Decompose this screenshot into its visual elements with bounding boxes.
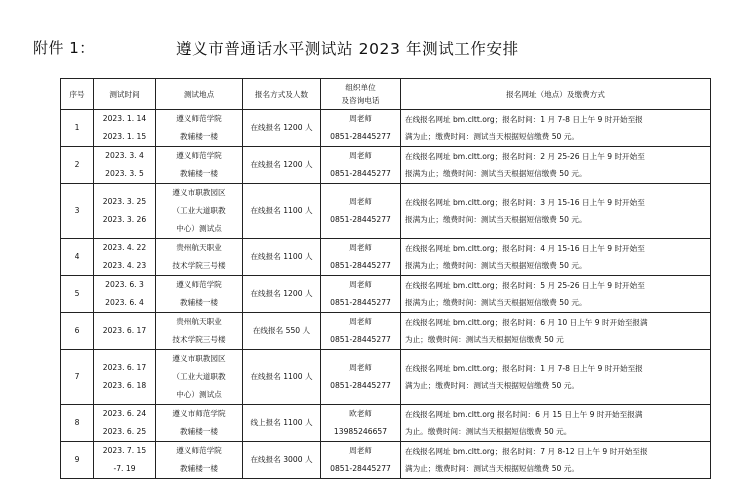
test-date-line: 2023. 6. 25 bbox=[102, 427, 147, 436]
test-date-line: -7. 19 bbox=[113, 464, 136, 473]
signup-info: 在线报名 1100 人 bbox=[243, 350, 321, 405]
signup-method bbox=[401, 147, 711, 184]
test-venue bbox=[156, 405, 243, 442]
test-venue-line: 遵义市师范学院 bbox=[172, 409, 226, 418]
contact-info-line: 0851-28445277 bbox=[330, 169, 391, 178]
signup-method-line: 满为止；缴费时间：测试当天根据短信缴费 50 元。 bbox=[405, 381, 579, 390]
contact-info-line: 0851-28445277 bbox=[330, 381, 391, 390]
header-venue: 测试地点 bbox=[156, 79, 243, 110]
contact-info-line: 周老师 bbox=[349, 363, 372, 372]
document-title: 遵义市普通话水平测试站 2023 年测试工作安排 bbox=[176, 40, 519, 58]
test-date-line: 2023. 6. 4 bbox=[105, 298, 144, 307]
signup-method bbox=[401, 110, 711, 147]
signup-method-line: 为止；缴费时间：测试当天根据短信缴费 50 元 bbox=[405, 335, 564, 344]
signup-method-line: 报满为止；缴费时间：测试当天根据短信缴费 50 元。 bbox=[405, 261, 587, 270]
signup-method-line: 在线报名网址 bm.cltt.org；报名时间：1 月 7-8 日上午 9 时开始至报 bbox=[405, 115, 643, 124]
test-date-line: 2023. 6. 17 bbox=[102, 326, 147, 335]
test-venue-line: 教辅楼一楼 bbox=[180, 169, 218, 178]
signup-info: 线上报名 1100 人 bbox=[243, 405, 321, 442]
test-venue-line: 技术学院三号楼 bbox=[172, 335, 226, 344]
test-date-line: 2023. 3. 5 bbox=[105, 169, 144, 178]
signup-method-line: 满为止；缴费时间：测试当天根据短信缴费 50 元。 bbox=[405, 464, 579, 473]
test-date-line: 2023. 3. 4 bbox=[105, 151, 144, 160]
signup-method-line: 在线报名网址 bm.cltt.org；报名时间：5 月 25-26 日上午 9 时开始至 bbox=[405, 281, 645, 290]
test-date bbox=[94, 276, 156, 313]
header-date: 测试时间 bbox=[94, 79, 156, 110]
contact-info-line: 周老师 bbox=[349, 114, 372, 123]
test-date-line: 2023. 7. 15 bbox=[102, 446, 147, 455]
test-venue bbox=[156, 110, 243, 147]
contact-info bbox=[321, 239, 401, 276]
test-venue-line: （工业大道职教 bbox=[172, 206, 226, 215]
test-venue-line: 教辅楼一楼 bbox=[180, 132, 218, 141]
contact-info-line: 0851-28445277 bbox=[330, 464, 391, 473]
signup-method-line: 报满为止；缴费时间：测试当天根据短信缴费 50 元。 bbox=[405, 215, 587, 224]
test-venue-line: 遵义师范学院 bbox=[176, 114, 222, 123]
signup-method-line: 在线报名网址 bm.cltt.org；报名时间：1 月 7-8 日上午 9 时开始至报 bbox=[405, 364, 643, 373]
header-method: 报名网址（地点）及缴费方式 bbox=[401, 79, 711, 110]
test-date bbox=[94, 405, 156, 442]
header-signup: 报名方式及人数 bbox=[243, 79, 321, 110]
row-number: 9 bbox=[61, 442, 94, 479]
test-date bbox=[94, 110, 156, 147]
contact-info bbox=[321, 405, 401, 442]
test-date-line: 2023. 6. 3 bbox=[105, 280, 144, 289]
contact-info bbox=[321, 110, 401, 147]
test-date bbox=[94, 147, 156, 184]
test-venue-line: 遵义师范学院 bbox=[176, 151, 222, 160]
signup-method bbox=[401, 442, 711, 479]
contact-info bbox=[321, 313, 401, 350]
row-number: 8 bbox=[61, 405, 94, 442]
test-venue-line: 中心）测试点 bbox=[176, 224, 222, 233]
table-row bbox=[61, 147, 711, 184]
contact-info bbox=[321, 276, 401, 313]
test-venue-line: 教辅楼一楼 bbox=[180, 427, 218, 436]
row-number: 5 bbox=[61, 276, 94, 313]
test-venue-line: 教辅楼一楼 bbox=[180, 464, 218, 473]
test-venue-line: 教辅楼一楼 bbox=[180, 298, 218, 307]
signup-info: 在线报名 1200 人 bbox=[243, 110, 321, 147]
test-date bbox=[94, 350, 156, 405]
test-date bbox=[94, 184, 156, 239]
signup-method bbox=[401, 276, 711, 313]
row-number: 3 bbox=[61, 184, 94, 239]
test-venue-line: 贵州航天职业 bbox=[176, 243, 222, 252]
signup-info: 在线报名 1200 人 bbox=[243, 147, 321, 184]
table-row bbox=[61, 442, 711, 479]
test-date-line: 2023. 6. 18 bbox=[102, 381, 147, 390]
test-date-line: 2023. 3. 26 bbox=[102, 215, 147, 224]
signup-method-line: 报满为止；缴费时间：测试当天根据短信缴费 50 元。 bbox=[405, 169, 587, 178]
test-date-line: 2023. 3. 25 bbox=[102, 197, 147, 206]
contact-info bbox=[321, 350, 401, 405]
contact-info-line: 周老师 bbox=[349, 446, 372, 455]
test-date bbox=[94, 442, 156, 479]
contact-info-line: 0851-28445277 bbox=[330, 298, 391, 307]
contact-info-line: 周老师 bbox=[349, 197, 372, 206]
attachment-label: 附件 1： bbox=[33, 39, 95, 57]
table-header-row bbox=[61, 79, 711, 110]
contact-info-line: 欧老师 bbox=[349, 409, 372, 418]
test-venue-line: 遵义师范学院 bbox=[176, 280, 222, 289]
contact-info-line: 周老师 bbox=[349, 151, 372, 160]
test-venue-line: 遵义师范学院 bbox=[176, 446, 222, 455]
test-venue-line: （工业大道职教 bbox=[172, 372, 226, 381]
contact-info bbox=[321, 442, 401, 479]
signup-info: 在线报名 1100 人 bbox=[243, 184, 321, 239]
contact-info-line: 周老师 bbox=[349, 243, 372, 252]
test-venue bbox=[156, 313, 243, 350]
contact-info-line: 周老师 bbox=[349, 280, 372, 289]
signup-info: 在线报名 1200 人 bbox=[243, 276, 321, 313]
signup-method bbox=[401, 350, 711, 405]
signup-method bbox=[401, 313, 711, 350]
signup-info: 在线报名 1100 人 bbox=[243, 239, 321, 276]
test-venue bbox=[156, 147, 243, 184]
signup-method-line: 在线报名网址 bm.cltt.org；报名时间：6 月 10 日上午 9 时开始至报满 bbox=[405, 318, 648, 327]
signup-method-line: 为止。缴费时间：测试当天根据短信缴费 50 元。 bbox=[405, 427, 572, 436]
signup-method bbox=[401, 239, 711, 276]
row-number: 1 bbox=[61, 110, 94, 147]
signup-method bbox=[401, 184, 711, 239]
table-row bbox=[61, 405, 711, 442]
row-number: 7 bbox=[61, 350, 94, 405]
test-venue bbox=[156, 184, 243, 239]
signup-info: 在线报名 550 人 bbox=[243, 313, 321, 350]
test-venue bbox=[156, 276, 243, 313]
test-date-line: 2023. 1. 15 bbox=[102, 132, 147, 141]
table-row bbox=[61, 239, 711, 276]
signup-method-line: 满为止；缴费时间：测试当天根据短信缴费 50 元。 bbox=[405, 132, 579, 141]
test-venue bbox=[156, 442, 243, 479]
schedule-table bbox=[60, 78, 711, 479]
test-date-line: 2023. 4. 22 bbox=[102, 243, 147, 252]
table-row bbox=[61, 276, 711, 313]
table-body bbox=[61, 110, 711, 479]
header-contact-line: 及咨询电话 bbox=[341, 96, 380, 105]
row-number: 6 bbox=[61, 313, 94, 350]
row-number: 2 bbox=[61, 147, 94, 184]
test-date-line: 2023. 1. 14 bbox=[102, 114, 147, 123]
contact-info bbox=[321, 147, 401, 184]
test-date-line: 2023. 6. 24 bbox=[102, 409, 147, 418]
signup-method-line: 在线报名网址 bm.cltt.org；报名时间：7 月 8-12 日上午 9 时开始至报 bbox=[405, 447, 648, 456]
test-venue-line: 遵义市职教园区 bbox=[172, 354, 226, 363]
table-row bbox=[61, 184, 711, 239]
test-venue-line: 贵州航天职业 bbox=[176, 317, 222, 326]
contact-info-line: 0851-28445277 bbox=[330, 215, 391, 224]
table-row bbox=[61, 110, 711, 147]
table-row bbox=[61, 313, 711, 350]
contact-info bbox=[321, 184, 401, 239]
signup-method-line: 在线报名网址 bm.cltt.org；报名时间：4 月 15-16 日上午 9 时开始至 bbox=[405, 244, 645, 253]
signup-method-line: 在线报名网址 bm.cltt.org 报名时间：6 月 15 日上午 9 时开始至报满 bbox=[405, 410, 643, 419]
test-venue-line: 遵义市职教园区 bbox=[172, 188, 226, 197]
signup-method-line: 在线报名网址 bm.cltt.org；报名时间：2 月 25-26 日上午 9 时开始至 bbox=[405, 152, 645, 161]
test-date bbox=[94, 313, 156, 350]
test-venue-line: 技术学院三号楼 bbox=[172, 261, 226, 270]
page-heading bbox=[0, 37, 747, 59]
test-venue-line: 中心）测试点 bbox=[176, 390, 222, 399]
row-number: 4 bbox=[61, 239, 94, 276]
header-contact bbox=[321, 79, 401, 110]
test-date-line: 2023. 4. 23 bbox=[102, 261, 147, 270]
contact-info-line: 0851-28445277 bbox=[330, 261, 391, 270]
signup-method-line: 在线报名网址 bm.cltt.org；报名时间：3 月 15-16 日上午 9 时开始至 bbox=[405, 198, 645, 207]
header-contact-line: 组织单位 bbox=[345, 83, 376, 92]
test-date bbox=[94, 239, 156, 276]
contact-info-line: 0851-28445277 bbox=[330, 132, 391, 141]
header-no: 序号 bbox=[61, 79, 94, 110]
contact-info-line: 周老师 bbox=[349, 317, 372, 326]
contact-info-line: 13985246657 bbox=[333, 427, 388, 436]
test-date-line: 2023. 6. 17 bbox=[102, 363, 147, 372]
contact-info-line: 0851-28445277 bbox=[330, 335, 391, 344]
signup-method-line: 报满为止；缴费时间：测试当天根据短信缴费 50 元。 bbox=[405, 298, 587, 307]
signup-info: 在线报名 3000 人 bbox=[243, 442, 321, 479]
table-row bbox=[61, 350, 711, 405]
test-venue bbox=[156, 239, 243, 276]
test-venue bbox=[156, 350, 243, 405]
signup-method bbox=[401, 405, 711, 442]
